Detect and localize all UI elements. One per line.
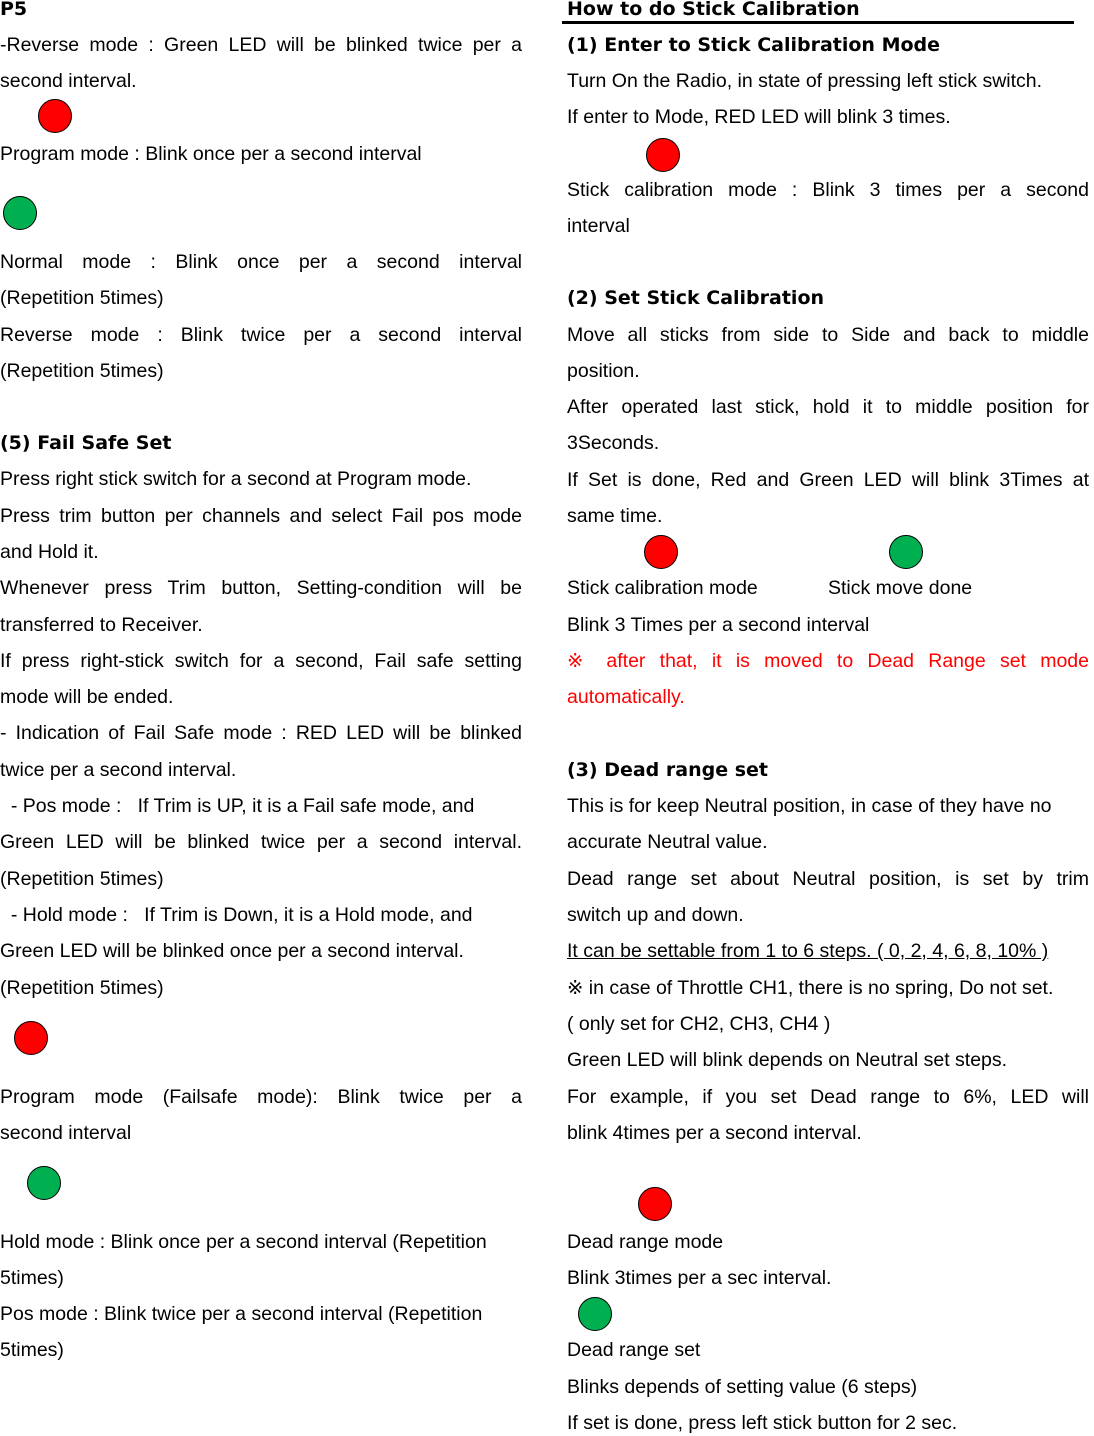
red-led-icon xyxy=(38,99,72,133)
green-led-icon xyxy=(3,196,37,230)
section-title: How to do Stick Calibration xyxy=(567,0,860,20)
step3-more: Green LED will blink depends on Neutral set steps. xyxy=(567,1049,1008,1071)
step3-more: ※ in case of Throttle CH1, there is no spring, Do not set. xyxy=(567,977,1054,999)
green-led-icon xyxy=(889,535,923,569)
step1-led-text-1: Stick calibration mode : Blink 3 times per a second xyxy=(567,179,1089,201)
step2-line: After operated last stick, hold it to middle position for xyxy=(567,396,1089,418)
failsafe-line: - Pos mode : If Trim is UP, it is a Fail safe mode, and xyxy=(0,795,475,817)
step3-line: switch up and down. xyxy=(567,904,744,926)
step2-blink: Blink 3 Times per a second interval xyxy=(567,614,870,636)
failsafe-line: Green LED will be blinked twice per a second interval. xyxy=(0,831,522,853)
program-mode-text: Program mode : Blink once per a second interval xyxy=(0,143,422,165)
step3-more: ( only set for CH2, CH3, CH4 ) xyxy=(567,1013,831,1035)
program-failsafe-line-1: Program mode (Failsafe mode): Blink twice per a xyxy=(0,1086,522,1108)
step1-heading: (1) Enter to Stick Calibration Mode xyxy=(567,34,941,56)
failsafe-heading: (5) Fail Safe Set xyxy=(0,432,172,454)
step3-heading: (3) Dead range set xyxy=(567,759,768,781)
reverse-mode-line-1: Reverse mode : Blink twice per a second interval xyxy=(0,324,522,346)
failsafe-line: Whenever press Trim button, Setting-condition will be xyxy=(0,577,522,599)
red-led-icon xyxy=(646,138,680,172)
step3-line: This is for keep Neutral position, in case of they have no xyxy=(567,795,1052,817)
failsafe-line: (Repetition 5times) xyxy=(0,868,164,890)
hold-mode-line-2: 5times) xyxy=(0,1267,64,1289)
step2-line: 3Seconds. xyxy=(567,432,660,454)
pos-mode-line-1: Pos mode : Blink twice per a second interval (Repetition xyxy=(0,1303,483,1325)
intro-line-1: -Reverse mode : Green LED will be blinked twice per a xyxy=(0,34,522,56)
failsafe-line: and Hold it. xyxy=(0,541,99,563)
step2-line: same time. xyxy=(567,505,663,527)
step2-label-left: Stick calibration mode xyxy=(567,577,758,599)
step3-line: accurate Neutral value. xyxy=(567,831,768,853)
step1-led-text-2: interval xyxy=(567,215,630,237)
red-led-icon xyxy=(638,1187,672,1221)
failsafe-line: Green LED will be blinked once per a second interval. xyxy=(0,940,464,962)
green-led-icon xyxy=(578,1297,612,1331)
step2-note-line-2: automatically. xyxy=(567,686,685,708)
failsafe-line: - Hold mode : If Trim is Down, it is a Hold mode, and xyxy=(0,904,473,926)
green-led-icon xyxy=(27,1166,61,1200)
step3-more: blink 4times per a second interval. xyxy=(567,1122,862,1144)
dead-mode-line: Dead range mode xyxy=(567,1231,724,1253)
failsafe-line: twice per a second interval. xyxy=(0,759,237,781)
step2-note-line-1: ※ after that, it is moved to Dead Range set mode xyxy=(567,650,1089,672)
step2-heading: (2) Set Stick Calibration xyxy=(567,287,825,309)
page-label: P5 xyxy=(0,0,28,20)
reverse-mode-line-2: (Repetition 5times) xyxy=(0,360,164,382)
dead-set-line: If set is done, press left stick button for 2 sec. xyxy=(567,1412,958,1434)
step2-label-right: Stick move done xyxy=(828,577,973,599)
normal-mode-line-1: Normal mode : Blink once per a second interval xyxy=(0,251,522,273)
step2-line: Move all sticks from side to Side and back to middle xyxy=(567,324,1089,346)
failsafe-line: Press right stick switch for a second at Program mode. xyxy=(0,468,472,490)
step1-line: If enter to Mode, RED LED will blink 3 times. xyxy=(567,106,951,128)
step2-line: If Set is done, Red and Green LED will blink 3Times at xyxy=(567,469,1089,491)
failsafe-line: transferred to Receiver. xyxy=(0,614,203,636)
failsafe-line: Press trim button per channels and select Fail pos mode xyxy=(0,505,522,527)
pos-mode-line-2: 5times) xyxy=(0,1339,64,1361)
failsafe-line: mode will be ended. xyxy=(0,686,174,708)
hold-mode-line-1: Hold mode : Blink once per a second interval (Repetition xyxy=(0,1231,487,1253)
failsafe-line: - Indication of Fail Safe mode : RED LED will be blinked xyxy=(0,722,522,744)
program-failsafe-line-2: second interval xyxy=(0,1122,132,1144)
dead-mode-line: Blink 3times per a sec interval. xyxy=(567,1267,832,1289)
failsafe-line: (Repetition 5times) xyxy=(0,977,164,999)
step3-line: Dead range set about Neutral position, is set by trim xyxy=(567,868,1089,890)
normal-mode-line-2: (Repetition 5times) xyxy=(0,287,164,309)
step2-line: position. xyxy=(567,360,640,382)
dead-set-line: Blinks depends of setting value (6 steps) xyxy=(567,1376,918,1398)
intro-line-2: second interval. xyxy=(0,70,137,92)
red-led-icon xyxy=(644,535,678,569)
step1-line: Turn On the Radio, in state of pressing left stick switch. xyxy=(567,70,1043,92)
failsafe-line: If press right-stick switch for a second, Fail safe setting xyxy=(0,650,522,672)
dead-set-line: Dead range set xyxy=(567,1339,701,1361)
red-led-icon xyxy=(14,1021,48,1055)
step3-underlined: It can be settable from 1 to 6 steps. ( 0, 2, 4, 6, 8, 10% ) xyxy=(567,940,1049,962)
title-underline xyxy=(562,21,1074,24)
step3-more: For example, if you set Dead range to 6%, LED will xyxy=(567,1086,1089,1108)
